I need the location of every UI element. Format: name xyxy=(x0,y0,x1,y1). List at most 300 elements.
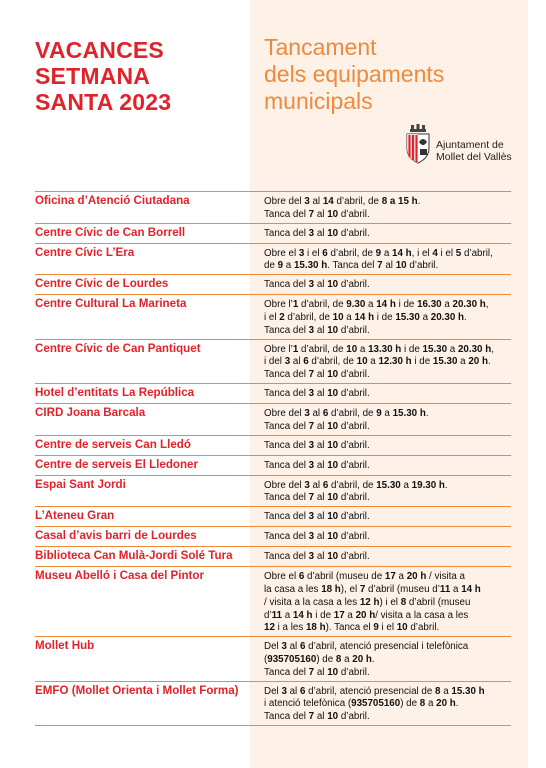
ajuntament-logo xyxy=(402,124,527,168)
logo-text-line: Mollet del Vallès xyxy=(436,151,512,163)
table-row xyxy=(0,546,546,566)
schedule-text: ) de xyxy=(316,653,336,665)
schedule-text: al xyxy=(309,479,323,491)
schedule-highlight: 10 xyxy=(327,459,339,471)
schedule-highlight: 9 xyxy=(277,260,284,272)
schedule-text: i el xyxy=(378,622,397,634)
schedule-text: d’abril, xyxy=(461,247,493,259)
schedule-text: Obre l’ xyxy=(264,299,293,311)
row-divider xyxy=(35,435,511,436)
schedule-line xyxy=(264,686,514,699)
schedule-text: al xyxy=(309,196,323,207)
schedule-text: d’abril. xyxy=(338,711,370,723)
schedule-text: d’abril, de xyxy=(328,408,377,419)
schedule-highlight: 4 xyxy=(432,247,438,259)
schedule-line xyxy=(264,260,514,273)
schedule-highlight: 15.30 xyxy=(422,343,448,355)
schedule-text: d’abril. xyxy=(338,531,370,543)
schedule-highlight: 20 h xyxy=(352,653,372,665)
schedule-text: a xyxy=(457,356,469,368)
schedule-text: a xyxy=(367,356,379,368)
logo-text-line: Ajuntament de xyxy=(436,139,504,151)
schedule-line xyxy=(264,279,514,292)
schedule-text: al xyxy=(314,324,328,336)
schedule-text: . Tanca del xyxy=(327,260,378,272)
schedule-line xyxy=(264,531,514,544)
schedule-highlight: 10 xyxy=(327,279,339,291)
schedule-highlight: 11 xyxy=(271,609,282,621)
schedule-text: Obre l’ xyxy=(264,343,293,355)
schedule-highlight: 15.30 xyxy=(395,311,420,323)
schedule-text: Obre del xyxy=(264,408,305,419)
table-row xyxy=(0,475,546,507)
schedule-highlight: 10 xyxy=(327,369,339,381)
row-divider xyxy=(35,475,511,476)
schedule-highlight: 2 xyxy=(279,311,285,323)
schedule-highlight: 6 xyxy=(299,641,306,653)
schedule-text: / visita a xyxy=(426,571,465,583)
schedule-highlight: 20.30 h xyxy=(430,311,464,323)
schedule-highlight: 10 xyxy=(327,420,339,432)
schedule-highlight: 19.30 h xyxy=(411,479,445,491)
schedule-text: d’abril, de xyxy=(298,343,347,355)
schedule-text: d’abril (museu de xyxy=(304,571,385,583)
schedule-highlight: 935705160 xyxy=(351,698,401,710)
schedule-text: al xyxy=(314,369,328,381)
row-divider xyxy=(35,566,511,567)
schedule-line xyxy=(264,641,514,654)
schedule-line xyxy=(264,511,514,524)
facility-name: Centre Cultural La Marineta xyxy=(35,297,187,311)
row-divider xyxy=(35,274,511,275)
schedule-highlight: 6 xyxy=(322,479,329,491)
table-row xyxy=(0,223,546,243)
schedule-highlight: 7 xyxy=(377,260,383,272)
schedule-highlight: 3 xyxy=(304,408,310,419)
schedule-line xyxy=(264,196,514,209)
schedule-highlight: 3 xyxy=(308,551,315,563)
schedule-text: a xyxy=(395,571,407,583)
facility-name: L’Ateneu Gran xyxy=(35,509,115,523)
schedule-highlight: 3 xyxy=(284,356,291,368)
schedule-highlight: 20 h xyxy=(436,698,456,710)
schedule-highlight: 7 xyxy=(308,420,315,432)
schedule-text: al xyxy=(314,208,328,220)
schedule-line xyxy=(264,209,514,222)
facility-name: Centre Cívic de Can Borrell xyxy=(35,225,186,239)
row-divider xyxy=(35,339,511,340)
schedule-highlight: 10 xyxy=(332,311,344,323)
schedule-highlight: 8 a 15 h xyxy=(381,196,418,207)
schedule-highlight: 15.30 h xyxy=(293,260,328,272)
schedule-highlight: 6 xyxy=(322,408,329,419)
schedule-line xyxy=(264,460,514,473)
schedule-text: . xyxy=(371,653,375,665)
schedule-highlight: 10 xyxy=(327,551,339,563)
schedule-highlight: 20 h xyxy=(406,571,427,583)
schedule-text: a xyxy=(282,609,293,621)
schedule-text: d’abril. xyxy=(338,492,370,504)
schedule-highlight: 14 h xyxy=(392,247,412,259)
schedule-line xyxy=(264,711,514,724)
row-divider xyxy=(35,681,511,682)
schedule-text: al xyxy=(314,711,328,723)
schedule-text: Tanca del xyxy=(264,531,309,543)
schedule-line xyxy=(264,610,514,623)
schedule-line xyxy=(264,440,514,453)
schedule-text: ) i el xyxy=(379,596,401,608)
table-row xyxy=(0,506,546,526)
schedule-text: Tanca del xyxy=(264,420,309,432)
schedule-highlight: 14 h xyxy=(376,299,396,311)
schedule-line xyxy=(264,248,514,261)
facility-name: Hotel d’entitats La República xyxy=(35,386,195,399)
schedule-text: i atenció telefònica ( xyxy=(264,698,352,710)
facility-name: CIRD Joana Barcala xyxy=(35,406,146,419)
schedule-text: a xyxy=(381,408,393,419)
schedule-text: . xyxy=(455,698,459,710)
facility-schedule xyxy=(264,551,514,564)
schedule-text: Del xyxy=(264,685,282,697)
schedule-highlight: 15.30 h xyxy=(451,685,485,697)
schedule-line xyxy=(264,698,514,711)
schedule-highlight: 3 xyxy=(308,439,315,451)
schedule-line xyxy=(264,551,514,564)
schedule-text: ) de xyxy=(400,698,420,710)
schedule-text: ), el xyxy=(340,583,360,595)
facility-name: Centre Cívic de Can Pantiquet xyxy=(35,341,201,355)
schedule-text: a xyxy=(283,260,294,272)
schedule-highlight: 1 xyxy=(292,299,299,311)
schedule-highlight: 14 h xyxy=(461,583,481,595)
schedule-text: d’abril, atenció presencial de xyxy=(305,685,436,697)
schedule-highlight: 10 xyxy=(327,492,339,504)
schedule-line xyxy=(264,622,514,635)
schedule-text: . xyxy=(463,311,467,323)
main-title xyxy=(35,37,171,115)
schedule-highlight: 10 xyxy=(356,356,368,368)
table-row xyxy=(0,566,546,636)
facility-schedule xyxy=(264,344,514,382)
schedule-highlight: 3 xyxy=(304,479,310,491)
schedule-line xyxy=(264,480,514,493)
schedule-highlight: 18 h xyxy=(321,583,341,595)
schedule-text: i el xyxy=(264,311,280,323)
facility-name: Oficina d’Atenció Ciutadana xyxy=(35,194,190,207)
schedule-highlight: 12 xyxy=(264,622,275,634)
schedule-highlight: 8 xyxy=(335,653,342,665)
schedule-highlight: 8 xyxy=(435,685,441,697)
schedule-highlight: 9.30 xyxy=(346,299,366,311)
schedule-highlight: 13.30 h xyxy=(368,343,402,355)
subtitle-line: dels equipaments xyxy=(264,61,445,87)
schedule-highlight: 935705160 xyxy=(267,653,317,665)
schedule-line xyxy=(264,654,514,667)
table-row xyxy=(0,274,546,294)
bottom-divider xyxy=(35,725,511,726)
schedule-highlight: 3 xyxy=(298,247,305,259)
schedule-text: al xyxy=(314,511,328,523)
table-row xyxy=(0,383,546,403)
schedule-text: . xyxy=(444,479,448,491)
schedule-highlight: 16.30 xyxy=(417,299,442,311)
schedule-text: al xyxy=(314,439,328,451)
schedule-text: al xyxy=(290,356,304,368)
table-row xyxy=(0,636,546,680)
schedule-text: d’abril, de xyxy=(328,479,377,491)
schedule-text: a xyxy=(441,299,453,311)
schedule-text: de xyxy=(264,260,278,272)
schedule-line xyxy=(264,356,514,369)
schedule-text: Tanca del xyxy=(264,324,309,336)
facility-schedule xyxy=(264,641,514,679)
schedule-text: d’abril. xyxy=(338,439,370,451)
schedule-highlight: 6 xyxy=(322,247,328,259)
schedule-highlight: 10 xyxy=(327,208,339,220)
schedule-highlight: 8 xyxy=(419,698,426,710)
facility-schedule xyxy=(264,480,514,506)
schedule-text: d’abril, atenció presencial i telefònica xyxy=(305,641,469,653)
schedule-text: al xyxy=(314,666,328,678)
schedule-text: d’abril, de xyxy=(298,299,347,311)
schedule-text: d’abril (museu xyxy=(406,596,471,608)
schedule-text: Tanca del xyxy=(264,388,309,399)
schedule-text: al xyxy=(314,227,328,239)
schedule-text: al xyxy=(314,279,328,291)
schedule-text: a xyxy=(344,609,356,621)
schedule-text: al xyxy=(309,408,323,419)
facility-schedule xyxy=(264,686,514,724)
facility-name: Museu Abelló i Casa del Pintor xyxy=(35,569,204,583)
facility-schedule xyxy=(264,299,514,337)
schedule-text: Obre del xyxy=(264,196,305,207)
row-divider xyxy=(35,223,511,224)
schedule-highlight: 6 xyxy=(298,571,305,583)
schedule-text: al xyxy=(286,685,300,697)
schedule-highlight: 1 xyxy=(292,343,299,355)
facility-name: Biblioteca Can Mulà-Jordi Solé Tura xyxy=(35,549,233,563)
main-title-line: SETMANA xyxy=(35,63,151,89)
schedule-text: Tanca del xyxy=(264,511,309,523)
schedule-line xyxy=(264,597,514,610)
facility-name: Centre de serveis Can Lledó xyxy=(35,437,191,451)
schedule-text: i de xyxy=(312,609,334,621)
schedule-text: i de xyxy=(401,343,423,355)
schedule-highlight: 20 h xyxy=(468,356,488,368)
schedule-text: Tanca del xyxy=(264,711,309,723)
schedule-highlight: 7 xyxy=(308,369,315,381)
schedule-highlight: 18 h xyxy=(305,622,326,634)
facility-schedule xyxy=(264,196,514,222)
schedule-text: d’abril. xyxy=(338,369,370,381)
schedule-text: i de xyxy=(395,299,418,311)
schedule-highlight: 15.30 xyxy=(432,356,458,368)
schedule-text: d’abril. xyxy=(338,420,370,432)
schedule-highlight: 3 xyxy=(304,196,310,207)
table-row xyxy=(0,294,546,338)
schedule-highlight: 14 h xyxy=(292,609,313,621)
facility-name: Casal d’avis barri de Lourdes xyxy=(35,529,197,543)
schedule-highlight: 12 h xyxy=(359,596,380,608)
schedule-text: d’abril. xyxy=(406,260,439,272)
schedule-text: , xyxy=(491,343,494,355)
facility-schedule xyxy=(264,571,514,635)
row-divider xyxy=(35,383,511,384)
schedule-highlight: 17 xyxy=(384,571,396,583)
schedule-highlight: 3 xyxy=(281,685,287,697)
schedule-text: a xyxy=(419,311,431,323)
table-row xyxy=(0,243,546,275)
schedule-text: d’abril. xyxy=(338,279,370,291)
schedule-text: Tanca del xyxy=(264,459,309,471)
schedule-highlight: 10 xyxy=(327,388,339,399)
schedule-text: d’abril, de xyxy=(308,356,357,368)
subtitle-line: municipals xyxy=(264,88,373,114)
row-divider xyxy=(35,294,511,295)
schedule-text: i a les xyxy=(274,622,306,634)
schedule-highlight: 17 xyxy=(333,609,345,621)
schedule-highlight: 10 xyxy=(327,511,339,523)
schedule-text: d’abril. xyxy=(338,227,370,239)
schedule-highlight: 11 xyxy=(439,583,451,595)
schedule-highlight: 10 xyxy=(327,666,339,678)
schedule-text: a xyxy=(450,583,462,595)
schedule-text: ( xyxy=(264,653,268,665)
facility-name: Centre de serveis El Lledoner xyxy=(35,457,199,471)
schedule-text: a xyxy=(400,479,412,491)
facility-schedule xyxy=(264,531,514,544)
schedule-text: al xyxy=(314,420,328,432)
row-divider xyxy=(35,636,511,637)
row-divider xyxy=(35,455,511,456)
schedule-text: a xyxy=(425,698,437,710)
table-row xyxy=(0,435,546,455)
schedule-text: . xyxy=(417,196,421,207)
main-title-line: SANTA 2023 xyxy=(35,89,172,115)
facility-schedule xyxy=(264,228,514,241)
schedule-text: la casa a les xyxy=(264,583,322,595)
schedule-text: / visita a la casa a les xyxy=(264,596,360,608)
schedule-line xyxy=(264,571,514,584)
schedule-text: i el xyxy=(304,247,323,259)
table-row xyxy=(0,191,546,223)
schedule-line xyxy=(264,228,514,241)
schedule-highlight: 3 xyxy=(308,279,315,291)
schedule-highlight: 15.30 h xyxy=(392,408,426,419)
row-divider xyxy=(35,526,511,527)
schedule-highlight: 9 xyxy=(376,408,382,419)
facility-schedule xyxy=(264,248,514,274)
schedule-text: d’abril. xyxy=(338,459,370,471)
table-row xyxy=(0,681,546,725)
schedule-text: a xyxy=(357,343,369,355)
schedule-text: a xyxy=(447,343,458,355)
facility-schedule xyxy=(264,511,514,524)
schedule-text: ). Tanca el xyxy=(325,622,374,634)
schedule-highlight: 3 xyxy=(308,227,315,239)
schedule-text: Obre el xyxy=(264,571,299,583)
schedule-highlight: 7 xyxy=(308,711,315,723)
schedule-text: al xyxy=(314,531,328,543)
schedule-highlight: 6 xyxy=(303,356,309,368)
schedule-highlight: 3 xyxy=(308,324,315,336)
schedule-text: d’abril. xyxy=(407,622,440,634)
coat-of-arms-icon xyxy=(402,124,434,164)
schedule-line xyxy=(264,369,514,382)
schedule-text: d’abril, de xyxy=(284,311,333,323)
schedule-highlight: 12.30 h xyxy=(378,356,412,368)
schedule-text: d’abril. xyxy=(338,551,370,563)
schedule-text: a xyxy=(341,653,353,665)
schedule-text: d’abril (museu d’ xyxy=(365,583,440,595)
schedule-highlight: 14 xyxy=(322,196,334,207)
schedule-text: Tanca del xyxy=(264,369,309,381)
schedule-text: i de xyxy=(411,356,433,368)
schedule-highlight: 10 xyxy=(396,622,408,634)
table-row xyxy=(0,339,546,383)
facility-schedule xyxy=(264,279,514,292)
subtitle xyxy=(264,34,444,115)
row-divider xyxy=(35,546,511,547)
schedule-text: Tanca del xyxy=(264,439,309,451)
schedule-text: d’abril, de xyxy=(327,247,376,259)
schedule-text: . xyxy=(487,356,491,368)
schedule-text: d’abril. xyxy=(338,208,370,220)
schedule-highlight: 10 xyxy=(327,324,339,336)
row-divider xyxy=(35,243,511,244)
schedule-highlight: 3 xyxy=(308,459,315,471)
schedule-highlight: 10 xyxy=(327,711,339,723)
schedule-text: al xyxy=(314,492,328,504)
schedule-text: a xyxy=(440,685,452,697)
subtitle-line: Tancament xyxy=(264,34,377,60)
schedule-highlight: 20.30 h xyxy=(452,299,486,311)
schedule-text: d’abril. xyxy=(338,666,370,678)
schedule-text: i del xyxy=(264,356,285,368)
schedule-highlight: 7 xyxy=(308,492,315,504)
facility-name: Centre Cívic L’Era xyxy=(35,245,135,259)
facility-schedule xyxy=(264,408,514,434)
schedule-highlight: 7 xyxy=(359,583,366,595)
facility-schedule xyxy=(264,440,514,453)
schedule-text: Tanca del xyxy=(264,227,309,239)
schedule-highlight: 10 xyxy=(327,227,339,239)
schedule-highlight: 7 xyxy=(308,208,315,220)
schedule-highlight: 5 xyxy=(455,247,462,259)
schedule-text: Tanca del xyxy=(264,208,309,220)
schedule-text: d’abril. xyxy=(338,388,370,399)
table-row xyxy=(0,455,546,475)
schedule-line xyxy=(264,312,514,325)
schedule-text: d’ xyxy=(264,609,272,621)
schedule-highlight: 9 xyxy=(373,622,379,634)
logo-text xyxy=(436,139,512,163)
schedule-text: i de xyxy=(374,311,396,323)
schedule-highlight: 20 h xyxy=(355,609,376,621)
schedule-highlight: 20.30 h xyxy=(457,343,492,355)
schedule-highlight: 3 xyxy=(308,511,315,523)
schedule-highlight: 6 xyxy=(299,685,306,697)
facility-name: Mollet Hub xyxy=(35,639,95,653)
schedule-highlight: 10 xyxy=(327,439,339,451)
schedule-highlight: 9 xyxy=(375,247,382,259)
schedule-line xyxy=(264,325,514,338)
schedule-line xyxy=(264,299,514,312)
schedule-highlight: 15.30 xyxy=(376,479,401,491)
facility-name: Espai Sant Jordi xyxy=(35,477,126,491)
schedule-line xyxy=(264,408,514,421)
schedule-line xyxy=(264,667,514,680)
